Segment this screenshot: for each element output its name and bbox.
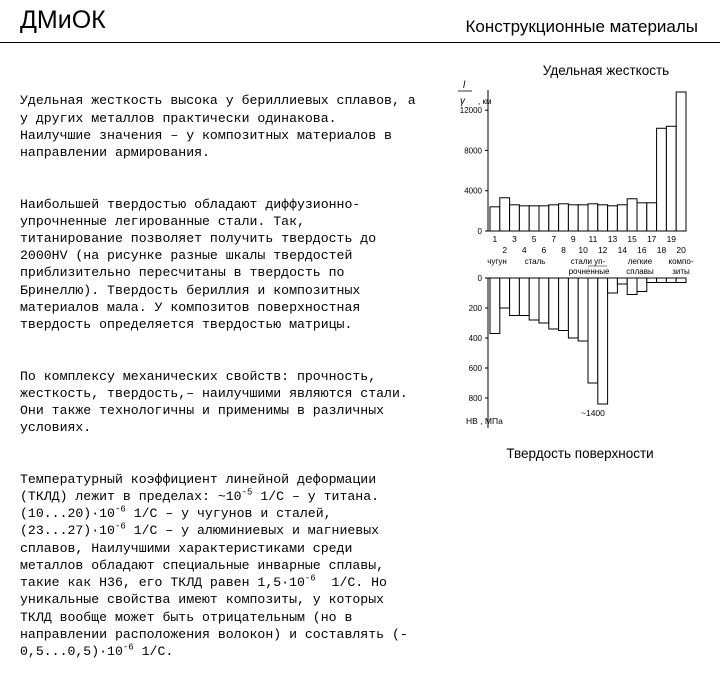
- hardness-bar: [559, 278, 569, 331]
- lower-y-tick-label: 200: [468, 304, 482, 313]
- hardness-bar: [627, 278, 637, 295]
- paragraph-hardness: Наибольшей твердостью обладают диффузионно- упрочненные легированные стали. Так, титанирование позволяет получить твердость до 2000HV (на рисунке разные шкалы твердостей приблизительно пересчитаны в твердость по Бринеллю). Твердость бериллия и композитных материалов мала. У композитов поверхностная твердость определяется твердостью матрицы.: [20, 196, 377, 333]
- upper-y-tick-label: 8000: [464, 146, 482, 156]
- x-tick-label-even: 14: [617, 245, 628, 255]
- stiffness-bar: [627, 199, 637, 231]
- group-label-hardened-2: рочненные: [568, 267, 610, 276]
- stiffness-bar: [676, 92, 686, 231]
- stiffness-bar: [519, 206, 529, 231]
- page-title: Конструкционные материалы: [465, 17, 698, 36]
- hardness-bar: [666, 278, 676, 283]
- paragraph-specific-stiffness: Удельная жесткость высока у бериллиевых сплавов, а у других металлов практически одинакова. Наилучшие значения – у композитных материалов в направлении армирования.: [20, 93, 416, 161]
- x-tick-label-odd: 5: [531, 234, 537, 244]
- stiffness-bar: [647, 203, 657, 231]
- stiffness-bar: [617, 205, 627, 231]
- lower-y-tick-label: 0: [477, 274, 482, 283]
- hardness-bar: [549, 278, 559, 329]
- x-tick-label-odd: 13: [607, 234, 618, 244]
- ylabel-l: l: [463, 80, 466, 91]
- ylabel-unit: , км: [478, 97, 492, 106]
- ylabel-hb: HB , МПа: [466, 416, 503, 426]
- x-tick-label-odd: 1: [492, 234, 498, 244]
- lower-y-tick-label: 800: [468, 394, 482, 403]
- group-label-cast-iron: чугун: [487, 257, 507, 266]
- stiffness-bar: [608, 206, 618, 231]
- hardness-bar: [500, 278, 510, 308]
- hardness-bar: [676, 278, 686, 283]
- stiffness-bar: [578, 205, 588, 231]
- brand-logo: ДМиОК: [20, 6, 106, 34]
- hardness-bar: [568, 278, 578, 338]
- upper-y-tick-label: 0: [477, 227, 482, 236]
- lower-y-tick-label: 400: [468, 334, 482, 343]
- stiffness-bar: [529, 206, 539, 231]
- chart-title-stiffness: Удельная жесткость: [542, 63, 670, 78]
- hardness-bar: [529, 278, 539, 320]
- stiffness-bar: [637, 203, 647, 231]
- x-tick-label-even: 16: [637, 245, 647, 255]
- upper-y-tick-label: 4000: [464, 186, 482, 196]
- stiffness-bar: [568, 205, 578, 231]
- lower-y-tick-label: 600: [468, 364, 482, 373]
- hardness-bar: [657, 278, 667, 283]
- hardness-annotation: ~1400: [581, 408, 605, 418]
- hardness-bar: [490, 278, 500, 334]
- paragraph-mechanical: По комплексу механических свойств: прочность, жесткость, твердость,– наилучшими являются стали. Они также технологичны и применимы в различных условиях.: [20, 368, 408, 436]
- x-tick-label-odd: 7: [551, 234, 557, 244]
- hardness-bar: [510, 278, 520, 316]
- group-label-light-1: легкие: [627, 257, 653, 266]
- x-tick-label-odd: 19: [666, 234, 677, 244]
- group-label-composite-1: компо-: [668, 257, 694, 266]
- x-tick-label-even: 8: [561, 245, 566, 255]
- x-tick-label-odd: 17: [646, 234, 657, 244]
- hardness-bar: [637, 278, 647, 292]
- x-tick-label-even: 2: [502, 245, 508, 255]
- group-label-steel: сталь: [524, 257, 546, 266]
- x-tick-label-even: 12: [597, 245, 608, 255]
- stiffness-bar: [666, 126, 676, 231]
- hardness-bar: [608, 278, 618, 293]
- stiffness-bar: [588, 204, 598, 231]
- stiffness-bar: [539, 206, 549, 231]
- ylabel-gamma: γ: [460, 96, 465, 107]
- x-tick-label-odd: 3: [512, 234, 517, 244]
- hardness-bar: [588, 278, 598, 383]
- hardness-bar: [598, 278, 608, 404]
- x-tick-label-even: 6: [541, 245, 547, 255]
- group-label-hardened-1: стали уп-: [570, 257, 606, 266]
- group-label-composite-2: зиты: [672, 267, 690, 276]
- upper-y-tick-label: 12000: [459, 106, 482, 116]
- stiffness-bar: [559, 204, 569, 231]
- x-tick-label-even: 20: [676, 245, 686, 255]
- stiffness-bar: [657, 128, 667, 231]
- stiffness-bar: [490, 207, 500, 231]
- stiffness-bar: [598, 205, 608, 231]
- hardness-bar: [539, 278, 549, 323]
- x-tick-label-odd: 11: [588, 234, 598, 244]
- x-tick-label-even: 18: [656, 245, 667, 255]
- paragraph-tklad: Температурный коэффициент линейной деформации (ТКЛД) лежит в пределах: $\sim 10^{-5}$ 1/С – у титана. $(10...20)\cdot 10^{-6}$ 1/С – у чугунов и сталей, $(23...27)\cdot 10^{-6}$ 1/С – у алюминиевых и магниевых сплавов, Наилучшими характеристиками среди металлов обладают специальные инварные сплавы, такие как Н36, его ТКЛД равен $1,5\cdot 10^{-6}$ 1/С. Но уникальные свойства имеют композиты, у которых ТКЛД вообще может быть отрицательным (но в направлении расположения волокон) и составлять (- $0,5...0,5)\cdot 10^{-6}$ 1/С.: [20, 471, 408, 659]
- hardness-bar: [617, 278, 627, 284]
- x-tick-label-odd: 9: [570, 234, 576, 244]
- x-tick-label-even: 4: [521, 245, 527, 255]
- chart-title-hardness: Твердость поверхности: [506, 446, 654, 461]
- hardness-bar: [578, 278, 588, 341]
- stiffness-bar: [549, 205, 559, 231]
- group-label-light-2: сплавы: [626, 267, 654, 276]
- stiffness-bar: [510, 205, 520, 231]
- hardness-bar: [647, 278, 657, 283]
- hardness-bar: [519, 278, 529, 316]
- stiffness-bar: [500, 198, 510, 231]
- x-tick-label-even: 10: [578, 245, 588, 255]
- x-tick-label-odd: 15: [627, 234, 637, 244]
